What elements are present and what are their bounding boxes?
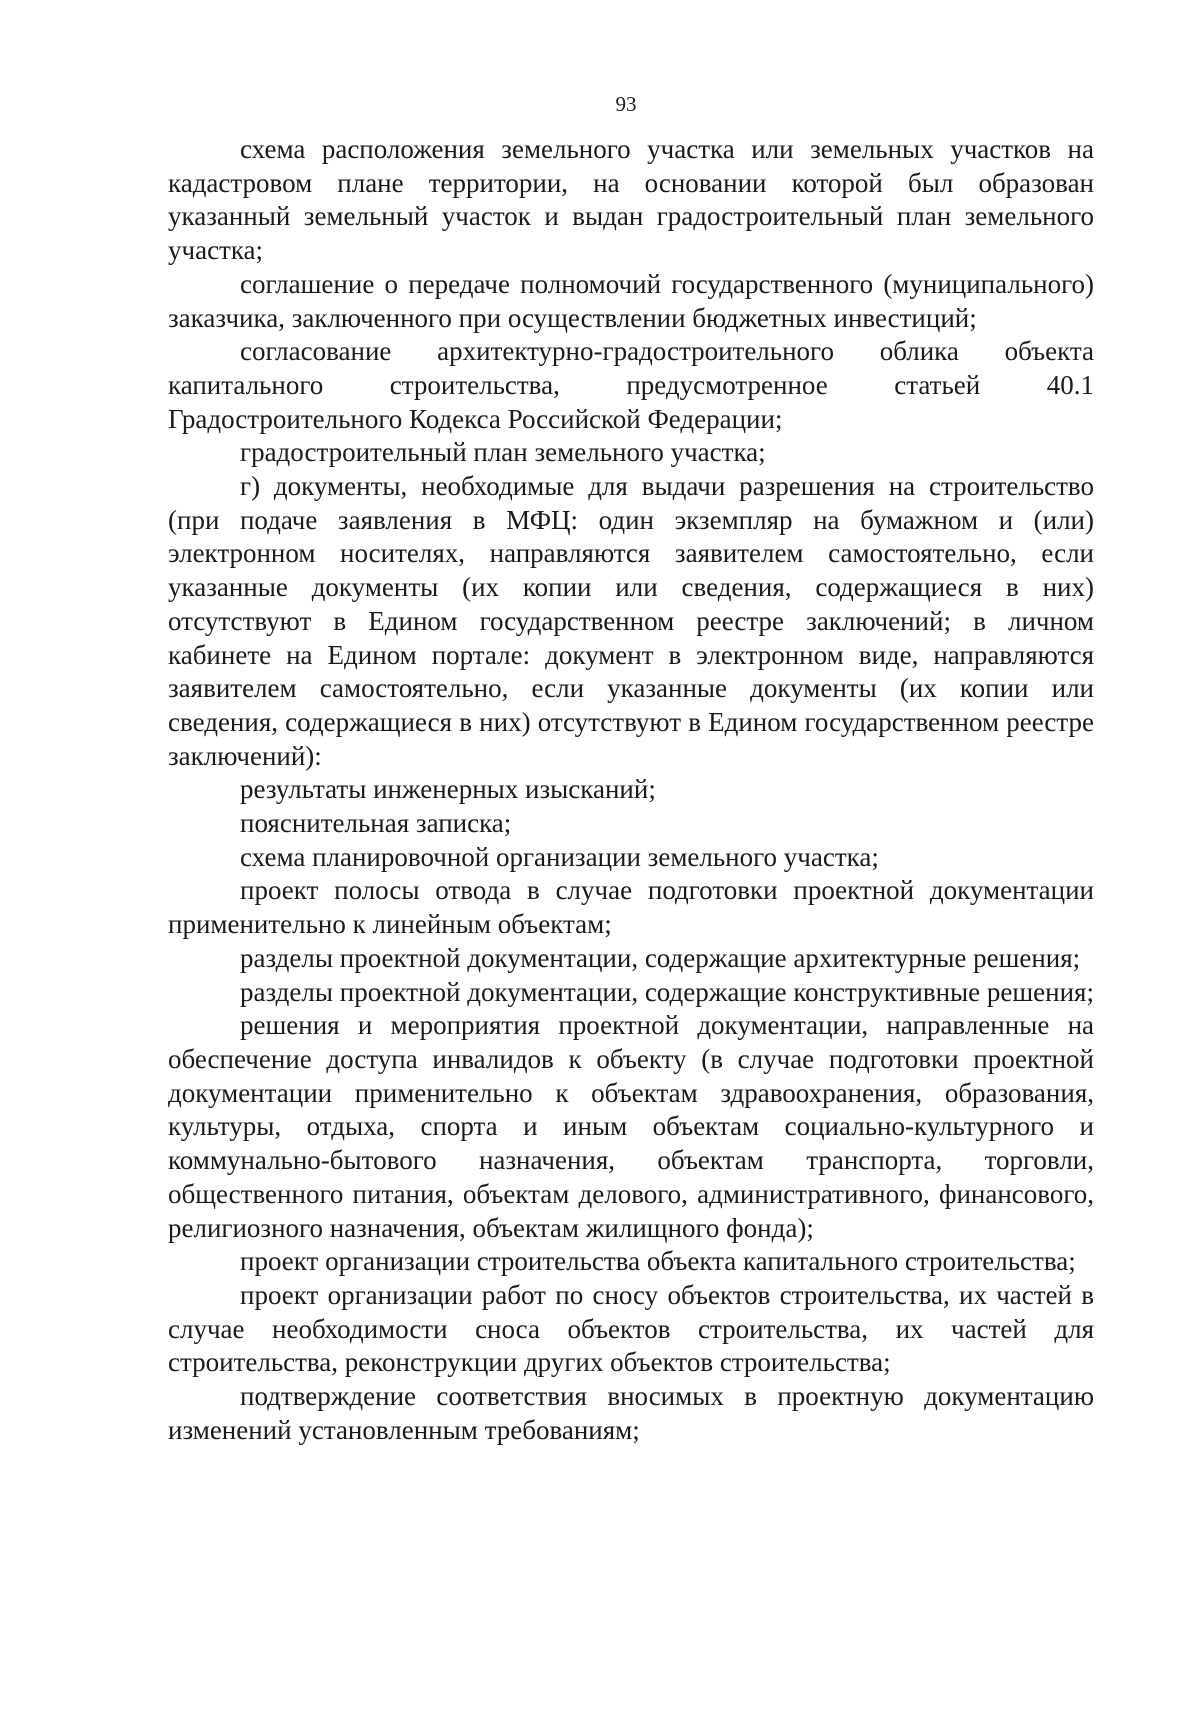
list-item-accessibility-measures: решения и мероприятия проектной документации, направленные на обеспечение доступа инвалидов к объекту (в случае подготовки проектной документации применительно к объектам здравоохранения, образования, культуры, отдыха, спорта и иным объектам социально-культурного и коммунально-бытового назначения, объектам транспорта, торговли, общественного питания, объектам делового, административного, финансового, религиозного назначения, объектам жилищного фонда); <box>168 1010 1094 1243</box>
paragraph-land-plot-scheme: схема расположения земельного участка или земельных участков на кадастровом плане территории, на основании которой был образован указанный земельный участок и выдан градостроительный план земельного участка; <box>168 134 1094 266</box>
paragraph-documents-g: г) документы, необходимые для выдачи разрешения на строительство (при подаче заявления в МФЦ: один экземпляр на бумажном и (или) электронном носителях, направляются заявителем самостоятельно, если указанные документы (их копии или сведения, содержащиеся в них) отсутствуют в Едином государственном реестре заключений; в личном кабинете на Едином портале: документ в электронном виде, направляются заявителем самостоятельно, если указанные документы (их копии или сведения, содержащиеся в них) отсутствуют в Едином государственном реестре заключений): <box>168 471 1094 771</box>
page-number: 93 <box>615 92 637 116</box>
list-item-demolition-project: проект организации работ по сносу объектов строительства, их частей в случае необходимости сноса объектов строительства, их частей для строительства, реконструкции других объектов строительства; <box>168 1279 1094 1378</box>
document-page <box>168 84 1094 1447</box>
list-item-compliance-confirmation: подтверждение соответствия вносимых в проектную документацию изменений установленным требованиям; <box>168 1381 1094 1445</box>
list-item-architectural-sections: разделы проектной документации, содержащие архитектурные решения; <box>240 942 1081 973</box>
list-item-structural-sections: разделы проектной документации, содержащие конструктивные решения; <box>240 976 1094 1007</box>
list-item-planning-scheme: схема планировочной организации земельного участка; <box>240 841 879 872</box>
paragraph-urban-plan: градостроительный план земельного участка; <box>240 437 766 468</box>
list-item-construction-organization: проект организации строительства объекта капитального строительства; <box>240 1246 1076 1277</box>
list-item-survey-results: результаты инженерных изысканий; <box>240 774 656 805</box>
paragraph-authority-agreement: соглашение о передаче полномочий государственного (муниципального) заказчика, заключенного при осуществлении бюджетных инвестиций; <box>168 268 1094 333</box>
list-item-right-of-way: проект полосы отвода в случае подготовки проектной документации применительно к линейным объектам; <box>168 875 1094 940</box>
paragraph-architectural-approval: согласование архитектурно-градостроительного облика объекта капитального строительства, предусмотренное статьей 40.1 Градостроительного Кодекса Российской Федерации; <box>168 336 1094 434</box>
list-item-explanatory-note: пояснительная записка; <box>240 808 512 839</box>
document-body <box>168 133 1094 1447</box>
